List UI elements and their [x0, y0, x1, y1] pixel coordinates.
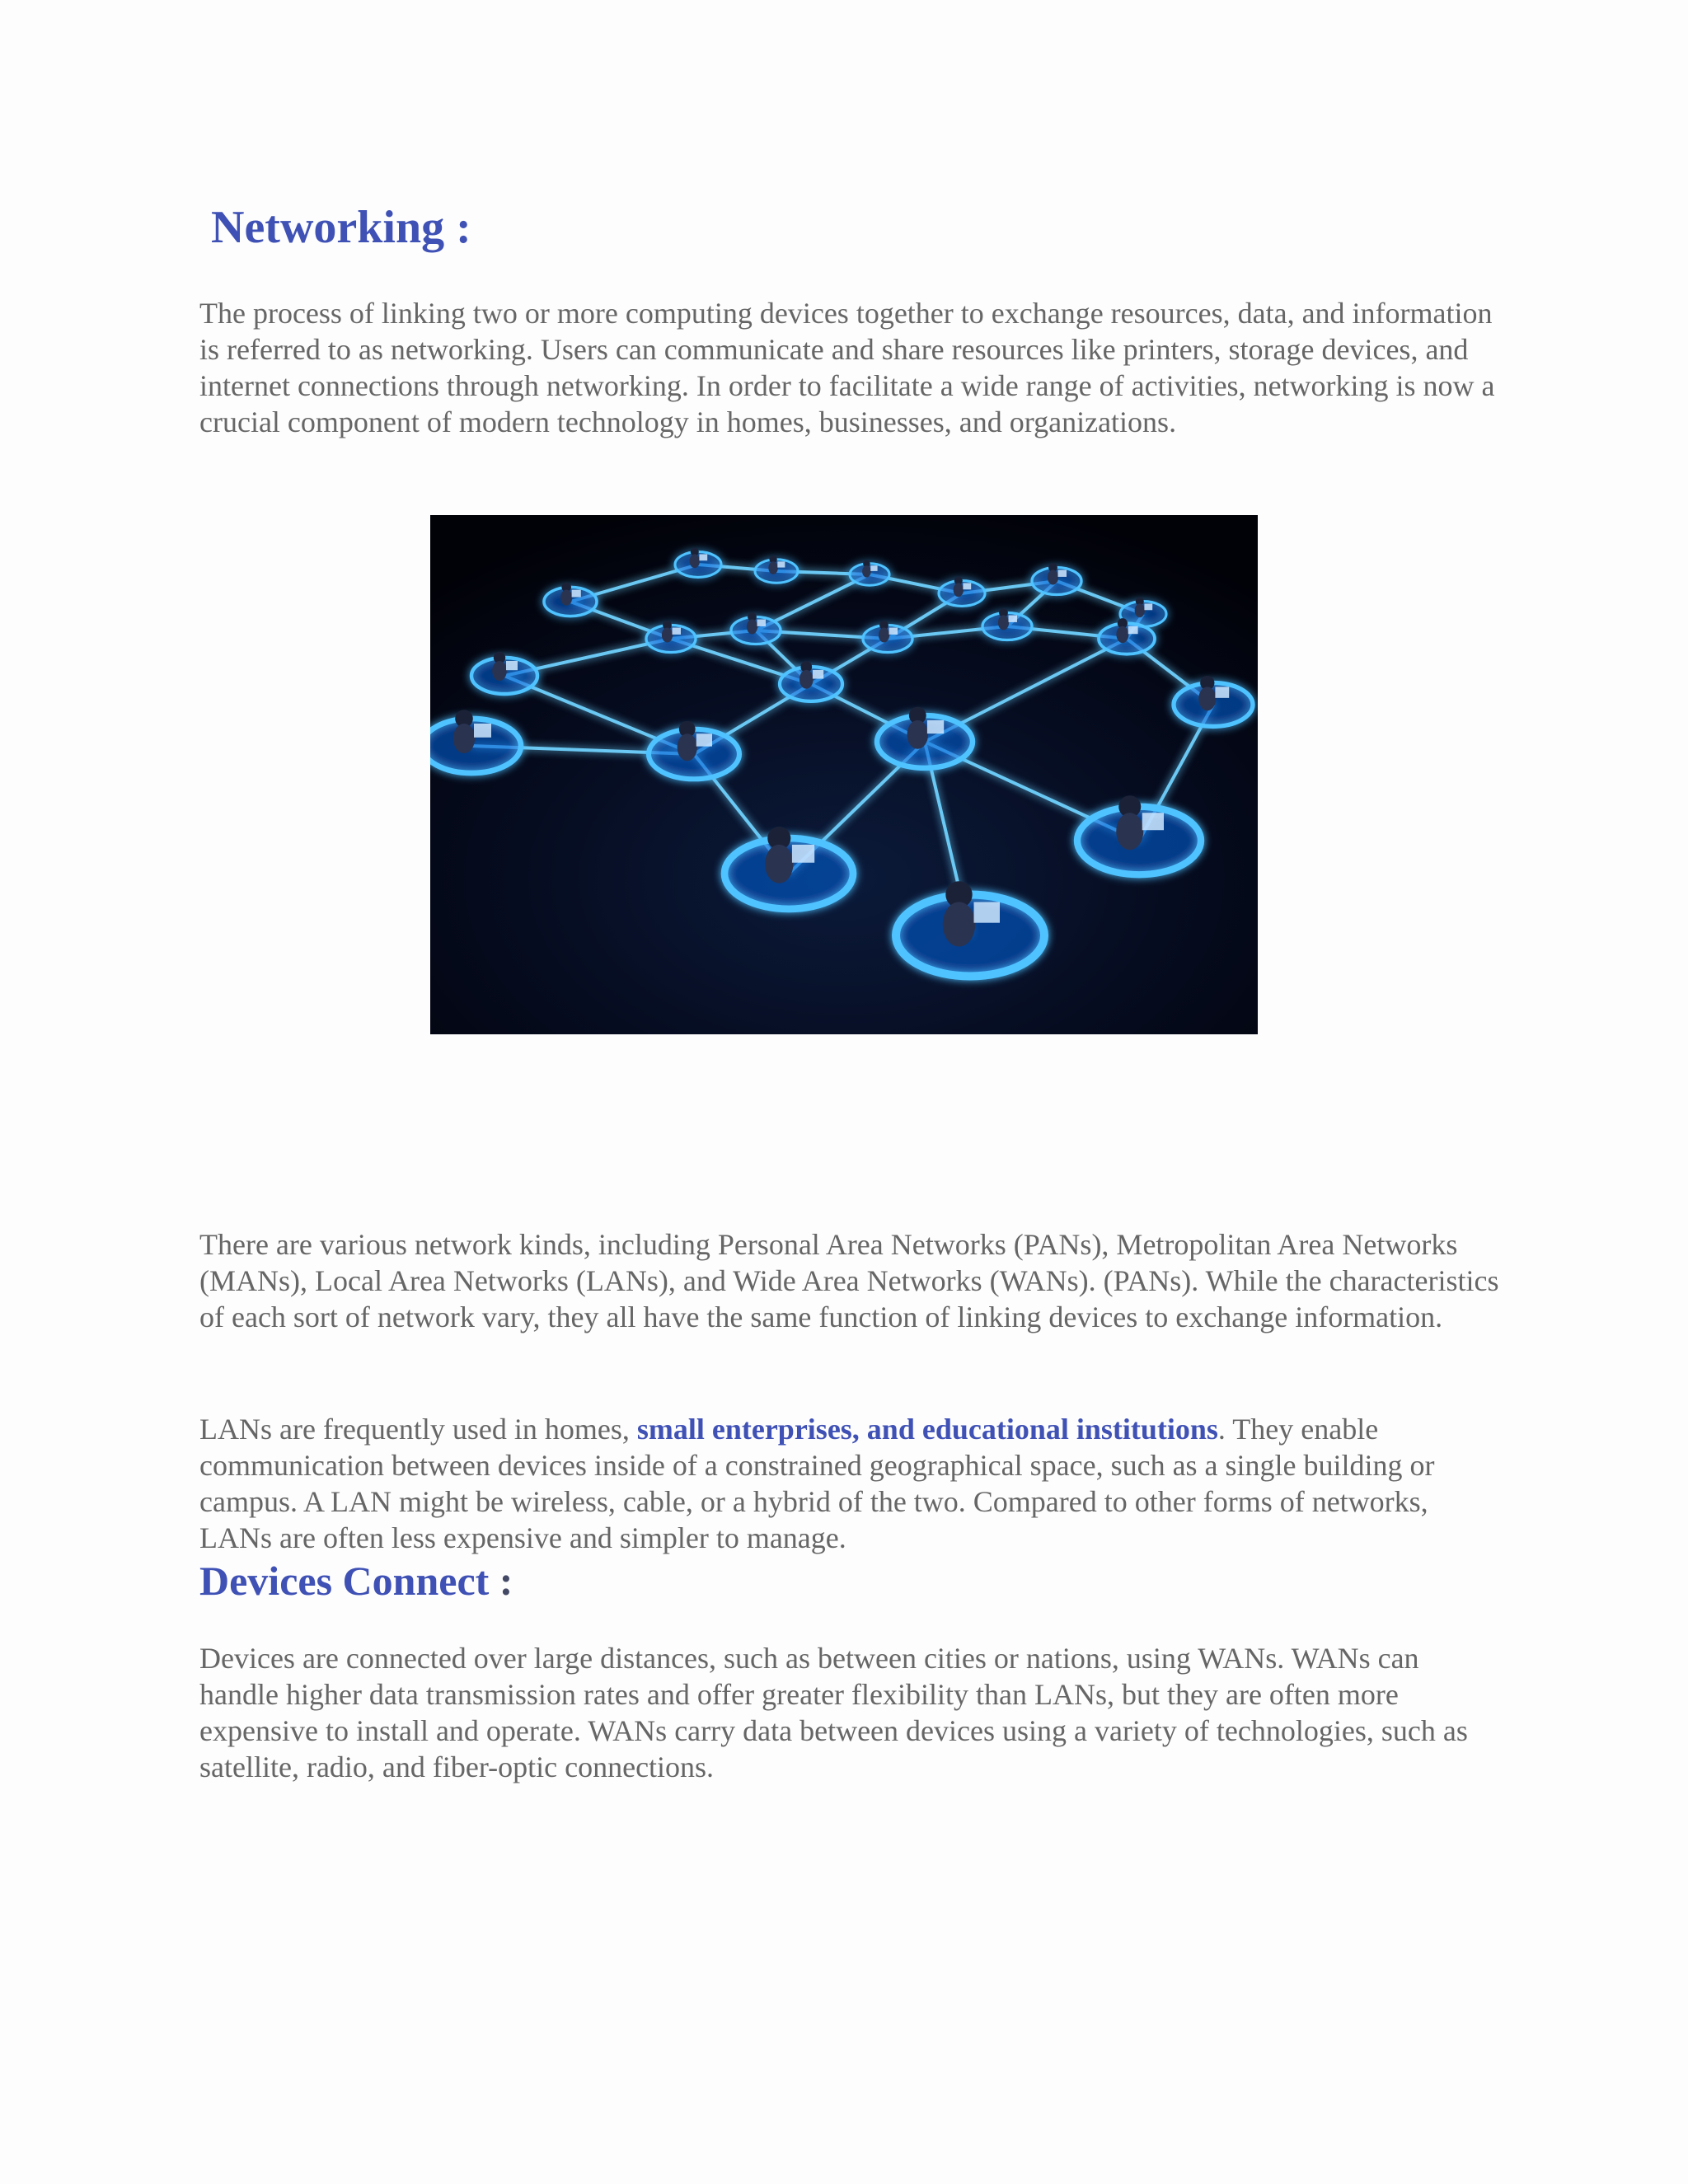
network-illustration: [430, 515, 1258, 1034]
paragraph-devices-connect: Devices are connected over large distances, such as between cities or nations, using WANs. WANs can handle higher data transmission rates and offer greater flexibility than LANs, but they are often more expensive to install and operate. WANs carry data between devices using a variety of technologies, such as satellite, radio, and fiber-optic connections.: [199, 1642, 1468, 1783]
heading-devices-connect-text: Devices Connect: [199, 1558, 490, 1604]
heading-networking-colon: :: [456, 202, 471, 253]
heading-devices-connect-colon: :: [499, 1558, 513, 1604]
heading-networking-text: Networking: [211, 202, 445, 253]
paragraph-networking-intro: The process of linking two or more computing devices together to exchange resources, data, and information is referred to as networking. Users can communicate and share resources like printers, storage devices, and internet connections through networking. In order to facilitate a wide range of activities, networking is now a crucial component of modern technology in homes, businesses, and organizations.: [199, 297, 1495, 438]
lans-highlight: small enterprises, and educational institutions: [636, 1413, 1218, 1446]
paragraph-lans: [199, 1411, 1502, 1556]
heading-networking: [211, 201, 471, 254]
paragraph-network-kinds: There are various network kinds, including Personal Area Networks (PANs), Metropolitan Area Networks (MANs), Local Area Networks (LANs), and Wide Area Networks (WANs). (PANs). While the characteristics of each sort of network vary, they all have the same function of linking devices to exchange information.: [199, 1228, 1499, 1333]
lans-text-after: . They enable communication between devices inside of a constrained geographical space, such as a single building or campus. A LAN might be wireless, cable, or a hybrid of the two. Compared to other forms of networks, LANs are often less expensive and simpler to manage.: [199, 1413, 1435, 1554]
heading-devices-connect: [199, 1556, 513, 1605]
lans-text-before: LANs are frequently used in homes,: [199, 1413, 637, 1446]
